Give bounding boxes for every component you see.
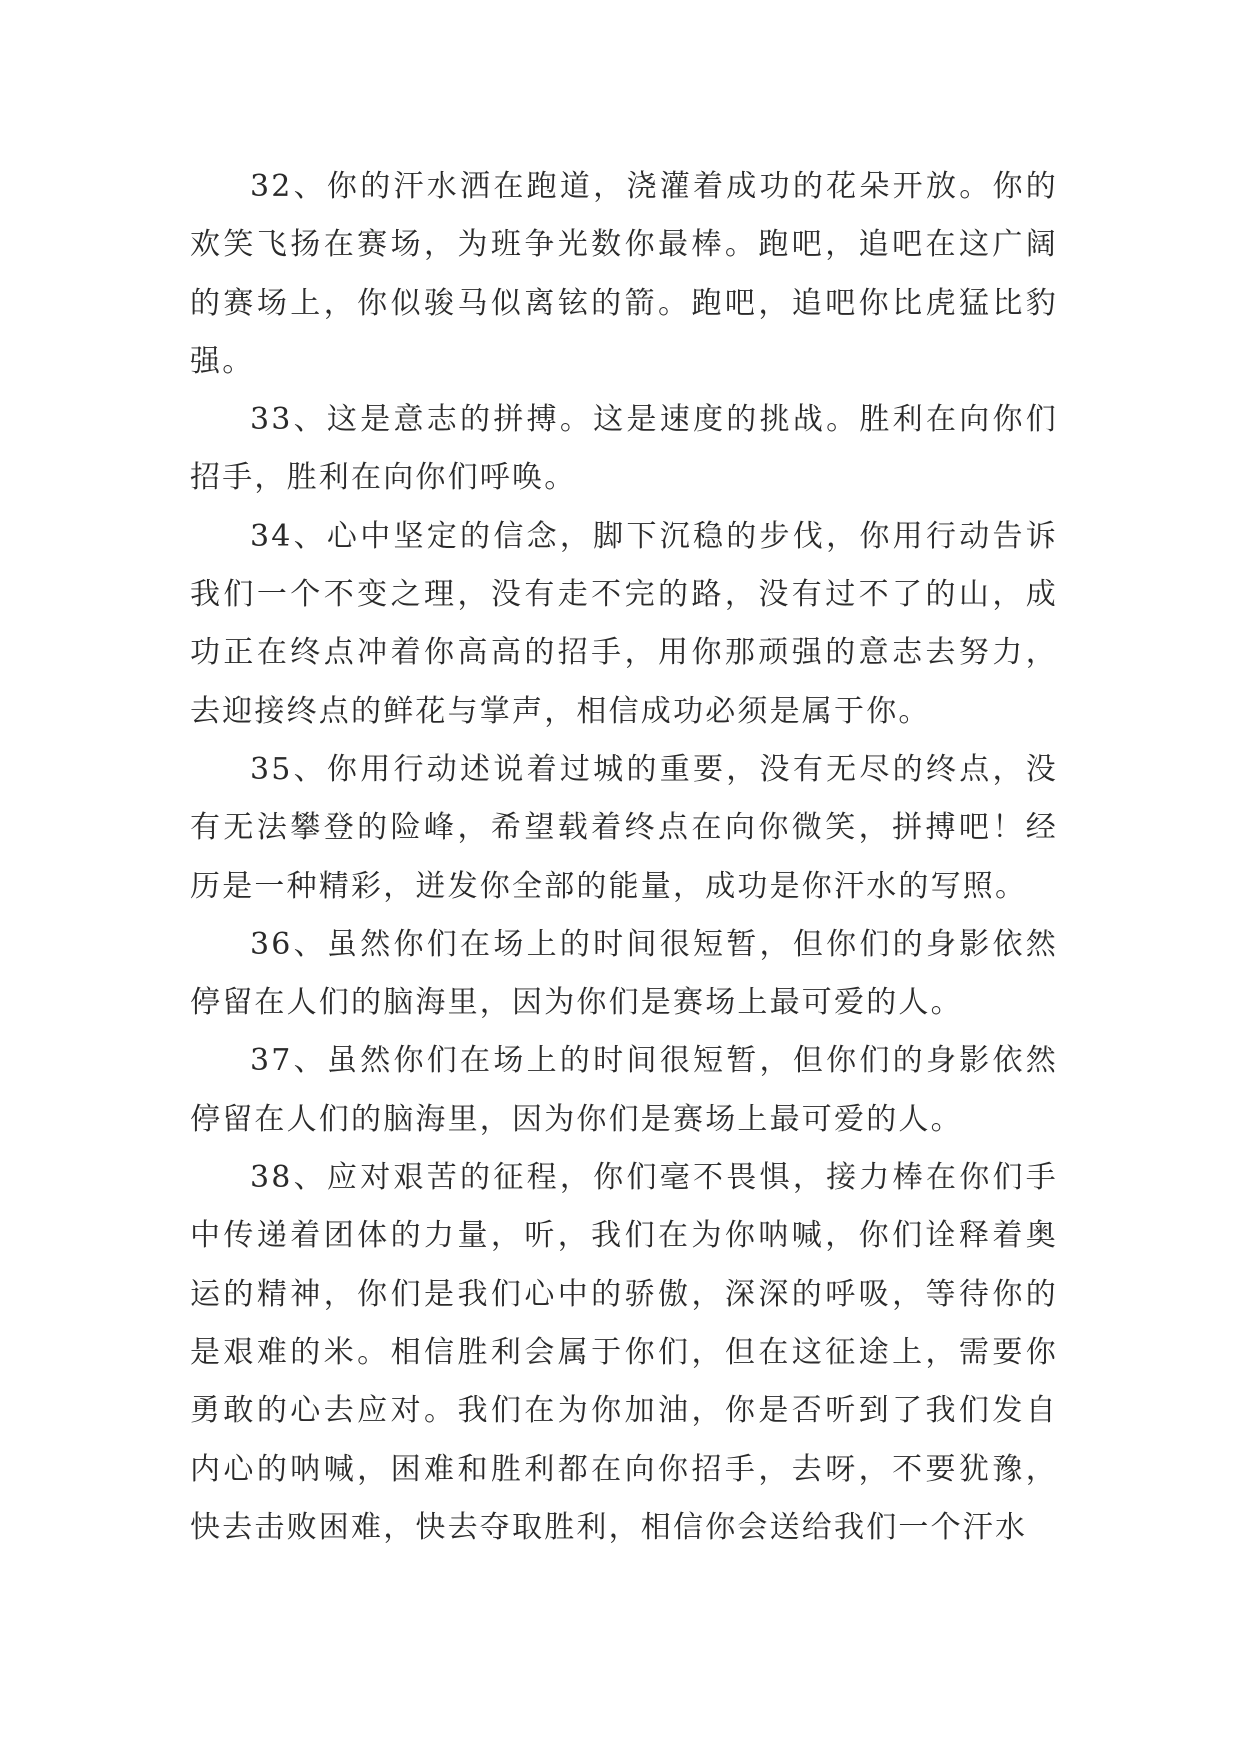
paragraph-34: 34、心中坚定的信念，脚下沉稳的步伐，你用行动告诉我们一个不变之理，没有走不完的路，没有过不了的山，成功正在终点冲着你高高的招手，用你那顽强的意志去努力，去迎接终点的鲜花与掌声，相信成功必须是属于你。	[190, 518, 1058, 729]
paragraph-33: 33、这是意志的拼搏。这是速度的挑战。胜利在向你们招手，胜利在向你们呼唤。	[190, 402, 1058, 496]
paragraph-38: 38、应对艰苦的征程，你们毫不畏惧，接力棒在你们手中传递着团体的力量，听，我们在为你呐喊，你们诠释着奥运的精神，你们是我们心中的骄傲，深深的呼吸，等待你的是艰难的米。相信胜利会属于你们，但在这征途上，需要你勇敢的心去应对。我们在为你加油，你是否听到了我们发自内心的呐喊，困难和胜利都在向你招手，去呀，不要犹豫，快去击败困难，快去夺取胜利，相信你会送给我们一个汗水	[190, 1160, 1058, 1545]
paragraph-37: 37、虽然你们在场上的时间很短暂，但你们的身影依然停留在人们的脑海里，因为你们是赛场上最可爱的人。	[190, 1043, 1058, 1137]
document-body	[190, 158, 1058, 1557]
paragraph-35: 35、你用行动述说着过城的重要，没有无尽的终点，没有无法攀登的险峰，希望载着终点在向你微笑，拼搏吧！经历是一种精彩，迸发你全部的能量，成功是你汗水的写照。	[190, 751, 1058, 904]
paragraph-32: 32、你的汗水洒在跑道，浇灌着成功的花朵开放。你的欢笑飞扬在赛场，为班争光数你最棒。跑吧，追吧在这广阔的赛场上，你似骏马似离铉的箭。跑吧，追吧你比虎猛比豹强。	[190, 169, 1058, 379]
paragraph-36: 36、虽然你们在场上的时间很短暂，但你们的身影依然停留在人们的脑海里，因为你们是赛场上最可爱的人。	[190, 926, 1058, 1021]
